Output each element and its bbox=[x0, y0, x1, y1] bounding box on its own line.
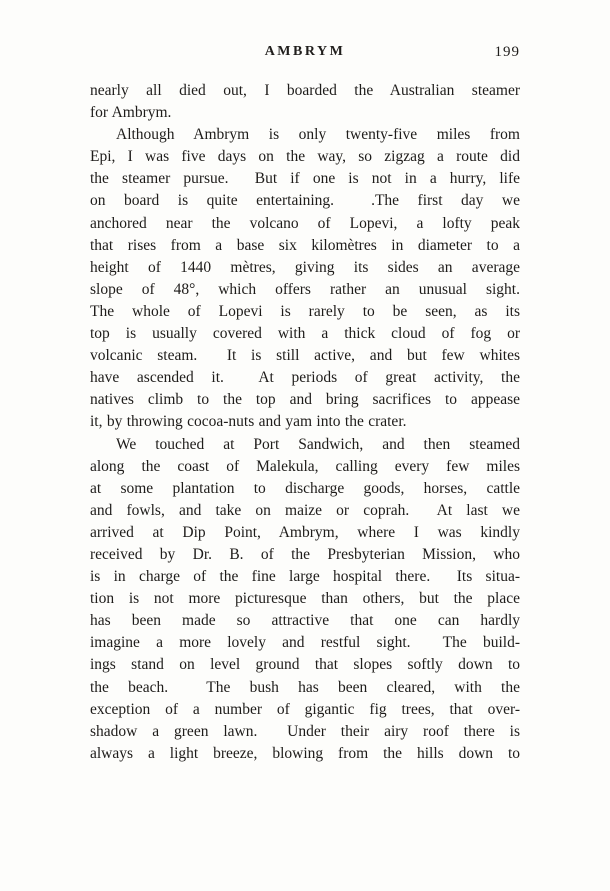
text-line: tion is not more picturesque than others, but the place bbox=[90, 590, 520, 608]
text-line: it, by throwing cocoa-nuts and yam into the crater. bbox=[90, 413, 407, 431]
text-line: volcanic steam. It is still active, and but few whites bbox=[90, 347, 520, 365]
text-line: exception of a number of gigantic fig trees, that over- bbox=[90, 700, 520, 718]
text-line: has been made so attractive that one can hardly bbox=[90, 612, 520, 630]
text-line: and fowls, and take on maize or coprah. At last we bbox=[90, 501, 520, 519]
paragraph bbox=[90, 124, 520, 433]
text-line: is in charge of the fine large hospital there. Its situa- bbox=[90, 568, 520, 586]
text-line: Epi, I was five days on the way, so zigzag a route did bbox=[90, 148, 520, 166]
text-line: at some plantation to discharge goods, horses, cattle bbox=[90, 479, 520, 497]
text-line: the beach. The bush has been cleared, with the bbox=[90, 678, 520, 696]
text-line: always a light breeze, blowing from the hills down to bbox=[90, 744, 520, 762]
text-line: along the coast of Malekula, calling every few miles bbox=[90, 457, 520, 475]
page-title: AMBRYM bbox=[264, 44, 346, 59]
page-header bbox=[90, 44, 520, 66]
text-line: nearly all died out, I boarded the Australian steamer bbox=[90, 82, 520, 99]
text-line: on board is quite entertaining. .The first day we bbox=[90, 192, 520, 210]
text-line: height of 1440 mètres, giving its sides an average bbox=[90, 258, 520, 276]
text-line: ings stand on level ground that slopes softly down to bbox=[90, 656, 520, 674]
text-line: imagine a more lovely and restful sight. The build- bbox=[90, 634, 520, 652]
text-line: anchored near the volcano of Lopevi, a lofty peak bbox=[90, 214, 520, 232]
text-line: natives climb to the top and bring sacrifices to appease bbox=[90, 391, 520, 409]
text-line: Although Ambrym is only twenty-five miles from bbox=[116, 126, 520, 144]
text-line: shadow a green lawn. Under their airy roof there is bbox=[90, 722, 520, 740]
text-line: We touched at Port Sandwich, and then steamed bbox=[116, 435, 520, 453]
text-line: arrived at Dip Point, Ambrym, where I was kindly bbox=[90, 523, 520, 541]
text-line: for Ambrym. bbox=[90, 104, 172, 122]
text-line: the steamer pursue. But if one is not in a hurry, life bbox=[90, 170, 520, 188]
text-line: received by Dr. B. of the Presbyterian Mission, who bbox=[90, 545, 520, 563]
text-line: slope of 48°, which offers rather an unusual sight. bbox=[90, 280, 520, 298]
paragraph bbox=[90, 434, 520, 765]
text-block bbox=[90, 80, 520, 765]
page-number: 199 bbox=[494, 44, 520, 60]
text-line: top is usually covered with a thick cloud of fog or bbox=[90, 325, 520, 343]
text-line: The whole of Lopevi is rarely to be seen, as its bbox=[90, 302, 520, 320]
text-line: that rises from a base six kilomètres in diameter to a bbox=[90, 236, 520, 254]
text-line: have ascended it. At periods of great activity, the bbox=[90, 369, 520, 387]
paragraph bbox=[90, 80, 520, 124]
